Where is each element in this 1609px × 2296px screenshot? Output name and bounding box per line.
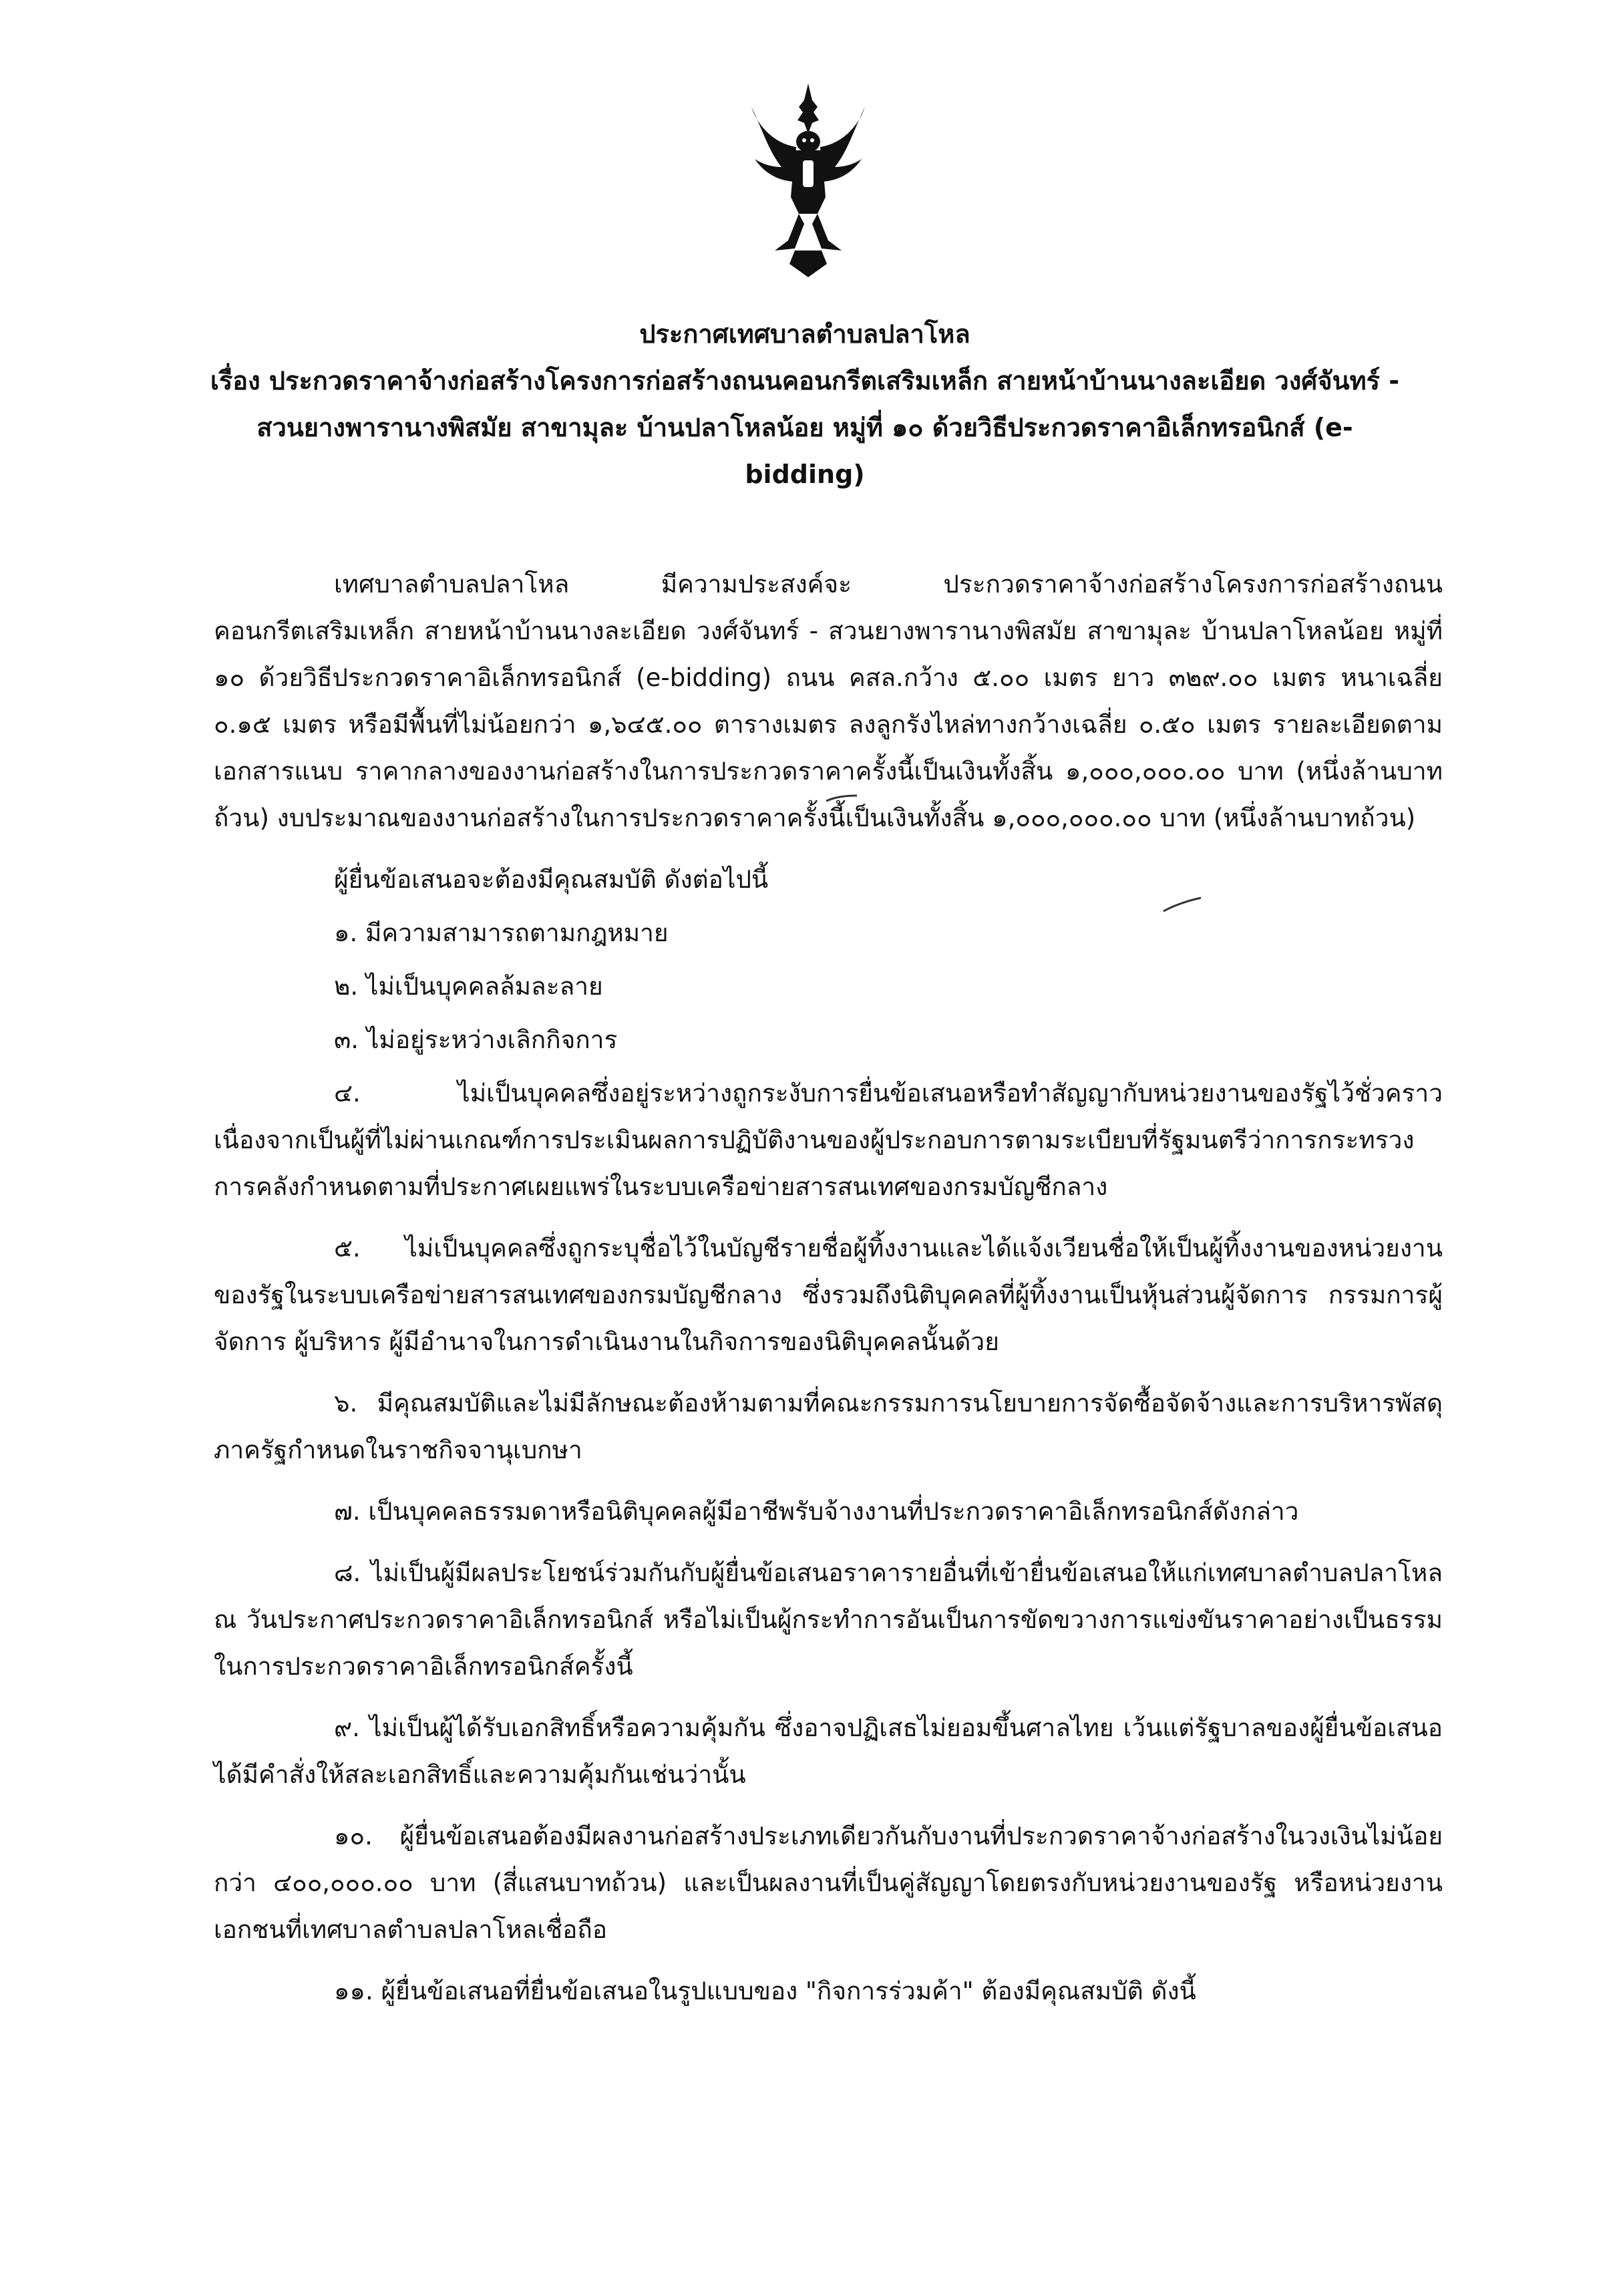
qualification-item-11: ๑๑. ผู้ยื่นข้อเสนอที่ยื่นข้อเสนอในรูปแบบของ "กิจการร่วมค้า" ต้องมีคุณสมบัติ ดังนี้ xyxy=(334,1977,1196,2005)
qualification-item-4: ๔. ไม่เป็นบุคคลซึ่งอยู่ระหว่างถูกระงับการยื่นข้อเสนอหรือทำสัญญากับหน่วยงานของรัฐไว้ชั่วคราว เนื่องจากเป็นผู้ที่ไม่ผ่านเกณฑ์การประเมินผลการปฏิบัติงานของผู้ประกอบการตามระเบียบที่รัฐมนตรีว่าการกระทรวงการคลังกำหนดตามที่ประกาศเผยแพร่ในระบบเครือข่ายสารสนเทศของกรมบัญชีกลาง xyxy=(214,1079,1443,1201)
intro-paragraph: เทศบาลตำบลปลาโหล มีความประสงค์จะ ประกวดราคาจ้างก่อสร้างโครงการก่อสร้างถนน คอนกรีตเสริมเหล็ก สายหน้าบ้านนางละเอียด วงศ์จันทร์ - สวนยางพารานางพิสมัย สาขามุละ บ้านปลาโหลน้อย หมู่ที่ ๑๐ ด้วยวิธีประกวดราคาอิเล็กทรอนิกส์ (e-bidding) ถนน คสล.กว้าง ๕.๐๐ เมตร ยาว ๓๒๙.๐๐ เมตร หนาเฉลี่ย ๐.๑๕ เมตร หรือมีพื้นที่ไม่น้อยกว่า ๑,๖๔๕.๐๐ ตารางเมตร ลงลูกรังไหล่ทางกว้างเฉลี่ย ๐.๕๐ เมตร รายละเอียดตามเอกสารแนบ ราคากลางของงานก่อสร้างในการประกวดราคาครั้งนี้เป็นเงินทั้งสิ้น ๑,๐๐๐,๐๐๐.๐๐ บาท (หนึ่งล้านบาทถ้วน) งบประมาณของงานก่อสร้างในการประกวดราคาครั้งนี้เป็นเงินทั้งสิ้น ๑,๐๐๐,๐๐๐.๐๐ บาท (หนึ่งล้านบาทถ้วน) xyxy=(214,570,1443,832)
qualification-item-7: ๗. เป็นบุคคลธรรมดาหรือนิติบุคคลผู้มีอาชีพรับจ้างงานที่ประกวดราคาอิเล็กทรอนิกส์ดังกล่าว xyxy=(334,1497,1299,1526)
qualification-item-1: ๑. มีความสามารถตามกฎหมาย xyxy=(334,919,669,947)
qualification-item-5: ๕. ไม่เป็นบุคคลซึ่งถูกระบุชื่อไว้ในบัญชีรายชื่อผู้ทิ้งงานและได้แจ้งเวียนชื่อให้เป็นผู้ทิ้งงานของหน่วยงานของรัฐในระบบเครือข่ายสารสนเทศของกรมบัญชีกลาง ซึ่งรวมถึงนิติบุคคลที่ผู้ทิ้งงานเป็นหุ้นส่วนผู้จัดการ กรรมการผู้จัดการ ผู้บริหาร ผู้มีอำนาจในการดำเนินงานในกิจการของนิติบุคคลนั้นด้วย xyxy=(214,1234,1443,1356)
pen-mark-1 xyxy=(1162,895,1202,915)
announcement-header xyxy=(200,311,1409,498)
qualifications-heading: ผู้ยื่นข้อเสนอจะต้องมีคุณสมบัติ ดังต่อไปนี้ xyxy=(334,865,769,894)
subject-line-3: bidding) xyxy=(745,460,865,489)
qualification-item-3: ๓. ไม่อยู่ระหว่างเลิกกิจการ xyxy=(334,1025,618,1054)
pen-mark-2 xyxy=(825,792,858,805)
qualification-item-2: ๒. ไม่เป็นบุคคลล้มละลาย xyxy=(334,972,603,1001)
subject-line-2: สวนยางพารานางพิสมัย สาขามุละ บ้านปลาโหลน้อย หมู่ที่ ๑๐ ด้วยวิธีประกวดราคาอิเล็กทรอนิกส์ (e- xyxy=(256,413,1353,442)
announcement-body xyxy=(214,561,1443,2029)
qualification-item-9: ๙. ไม่เป็นผู้ได้รับเอกสิทธิ์หรือความคุ้มกัน ซึ่งอาจปฏิเสธไม่ยอมขึ้นศาลไทย เว้นแต่รัฐบาลของผู้ยื่นข้อเสนอได้มีคำสั่งให้สละเอกสิทธิ์และความคุ้มกันเช่นว่านั้น xyxy=(214,1713,1443,1789)
garuda-emblem-graphic xyxy=(748,80,868,281)
subject-line-1: เรื่อง ประกวดราคาจ้างก่อสร้างโครงการก่อสร้างถนนคอนกรีตเสริมเหล็ก สายหน้าบ้านนางละเอียด วงศ์จันทร์ - xyxy=(210,366,1400,395)
qualification-item-8: ๘. ไม่เป็นผู้มีผลประโยชน์ร่วมกันกับผู้ยื่นข้อเสนอราคารายอื่นที่เข้ายื่นข้อเสนอให้แก่เทศบาลตำบลปลาโหล ณ วันประกาศประกวดราคาอิเล็กทรอนิกส์ หรือไม่เป็นผู้กระทำการอันเป็นการขัดขวางการแข่งขันราคาอย่างเป็นธรรม ในการประกวดราคาอิเล็กทรอนิกส์ครั้งนี้ xyxy=(214,1559,1443,1681)
qualification-item-6: ๖. มีคุณสมบัติและไม่มีลักษณะต้องห้ามตามที่คณะกรรมการนโยบายการจัดซื้อจัดจ้างและการบริหารพัสดุภาครัฐกำหนดในราชกิจจานุเบกษา xyxy=(214,1389,1443,1464)
qualification-item-10: ๑๐. ผู้ยื่นข้อเสนอต้องมีผลงานก่อสร้างประเภทเดียวกันกับงานที่ประกวดราคาจ้างก่อสร้างในวงเงินไม่น้อยกว่า ๔๐๐,๐๐๐.๐๐ บาท (สี่แสนบาทถ้วน) และเป็นผลงานที่เป็นคู่สัญญาโดยตรงกับหน่วยงานของรัฐ หรือหน่วยงานเอกชนที่เทศบาลตำบลปลาโหลเชื่อถือ xyxy=(214,1822,1443,1944)
announcement-org-title: ประกาศเทศบาลตำบลปลาโหล xyxy=(639,319,970,349)
garuda-emblem-icon xyxy=(748,80,868,281)
